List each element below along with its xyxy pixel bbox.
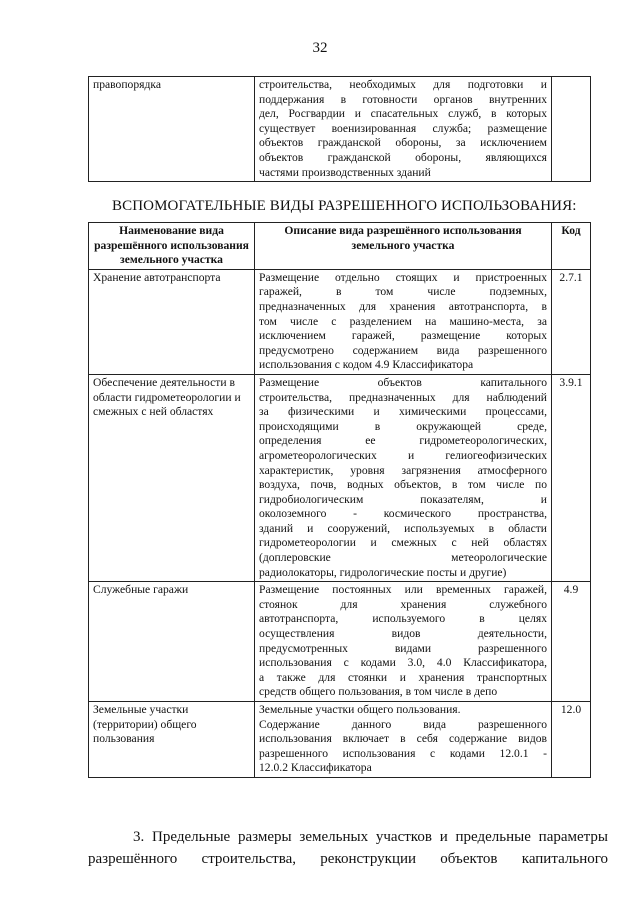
description-line: использования включает в себя содержание видов	[259, 732, 547, 746]
top-table	[88, 76, 591, 182]
description-line: 12.0.2 Классификатора	[259, 761, 372, 775]
use-name-cell: Служебные гаражи	[89, 582, 255, 702]
table-header-row	[89, 223, 591, 270]
page-number: 32	[312, 40, 328, 56]
use-name-cell: Хранение автотранспорта	[89, 269, 255, 374]
table-row	[89, 374, 591, 581]
description-line: (доплеровские метеорологические	[259, 551, 547, 565]
description-line: том числе с разделением на машино-места, за	[259, 314, 547, 328]
description-line: существует военизированная служба; размещение	[259, 121, 547, 135]
description-line: средств общего пользования, в том числе в депо	[259, 685, 498, 699]
description-line: гидрометеорологии и смежных с ней областях	[259, 536, 547, 550]
description-line: предназначенных для хранения автотранспорта, в	[259, 299, 547, 313]
description-line: использования с кодом 4.9 Классификатора	[259, 358, 474, 372]
use-code-cell: 3.9.1	[552, 374, 591, 581]
use-name-cell: правопорядка	[89, 77, 255, 182]
description-line: околоземного - космического пространства,	[259, 507, 547, 521]
description-line: предусмотрено содержанием вида разрешенного	[259, 343, 547, 357]
description-line: гаражей, в том числе подземных,	[259, 285, 547, 299]
description-line: строительства, необходимых для подготовки и	[259, 78, 547, 91]
description-line: воздуха, почв, водных объектов, в том числе по	[259, 478, 547, 492]
description-line: автотранспорта, используемого в целях	[259, 612, 547, 626]
table-row	[89, 269, 591, 374]
description-line: зданий и сооружений, используемых в области	[259, 521, 547, 535]
use-name-cell: Обеспечение деятельности в области гидрометеорологии и смежных с ней областях	[89, 374, 255, 581]
description-line: агрометеорологических и гелиогеофизических	[259, 448, 547, 462]
section-heading: ВСПОМОГАТЕЛЬНЫЕ ВИДЫ РАЗРЕШЕННОГО ИСПОЛЬЗОВАНИЯ:	[112, 198, 577, 214]
paragraph-line: разрешённого строительства, реконструкции объектов капитального	[88, 851, 608, 867]
description-line: частями производственных зданий	[259, 165, 431, 179]
description-line: строительства, предназначенных для наблюдений	[259, 390, 547, 404]
description-line: осуществления видов деятельности,	[259, 627, 547, 641]
description-line: объектов гражданской обороны, за исключением	[259, 136, 547, 150]
paragraph-line: 3. Предельные размеры земельных участков и предельные параметры	[133, 829, 608, 845]
use-code-cell: 2.7.1	[552, 269, 591, 374]
use-code-cell: 4.9	[552, 582, 591, 702]
table-row	[89, 77, 591, 182]
use-description-cell	[255, 374, 552, 581]
description-line: Размещение постоянных или временных гаражей,	[259, 583, 547, 597]
description-line: происходящими в окружающей среде,	[259, 419, 547, 433]
use-description-cell	[255, 269, 552, 374]
use-description-cell	[255, 702, 552, 778]
auxiliary-uses-table	[88, 222, 591, 778]
description-line: радиолокаторы, гидрологические посты и другие)	[259, 565, 507, 579]
description-line: Земельные участки общего пользования.	[259, 703, 461, 716]
description-line: дел, Росгвардии и спасательных служб, в которых	[259, 107, 547, 121]
description-line: гидробиологическим показателям, и	[259, 492, 547, 506]
use-description-cell	[255, 77, 552, 182]
description-line: а также для стоянки и хранения транспортных	[259, 670, 547, 684]
use-code-cell: 12.0	[552, 702, 591, 778]
description-line: характеристик, уровня загрязнения атмосферного	[259, 463, 547, 477]
description-line: стоянок для хранения служебного	[259, 597, 547, 611]
header-name: Наименование вида разрешённого использования земельного участка	[89, 223, 255, 270]
description-line: объектов гражданской обороны, являющихся	[259, 150, 547, 164]
description-line: за физическими и химическими процессами,	[259, 405, 547, 419]
use-name-cell: Земельные участки (территории) общего пользования	[89, 702, 255, 778]
table-row	[89, 582, 591, 702]
description-line: предусмотренных видами разрешенного	[259, 641, 547, 655]
description-line: Размещение отдельно стоящих и пристроенных	[259, 270, 547, 284]
description-line: разрешенного использования с кодами 12.0.1 -	[259, 746, 547, 760]
use-description-cell	[255, 582, 552, 702]
header-description: Описание вида разрешённого использования земельного участка	[255, 223, 552, 270]
description-line: Размещение объектов капитального	[259, 375, 547, 389]
use-code-cell	[552, 77, 591, 182]
description-line: Содержание данного вида разрешенного	[259, 717, 547, 731]
header-code: Код	[552, 223, 591, 270]
description-line: поддержания в готовности органов внутренних	[259, 92, 547, 106]
table-row	[89, 702, 591, 778]
description-line: использования с кодами 3.0, 4.0 Классификатора,	[259, 656, 547, 670]
description-line: определения ее гидрометеорологических,	[259, 434, 547, 448]
description-line: исключением гаражей, размещение которых	[259, 329, 547, 343]
